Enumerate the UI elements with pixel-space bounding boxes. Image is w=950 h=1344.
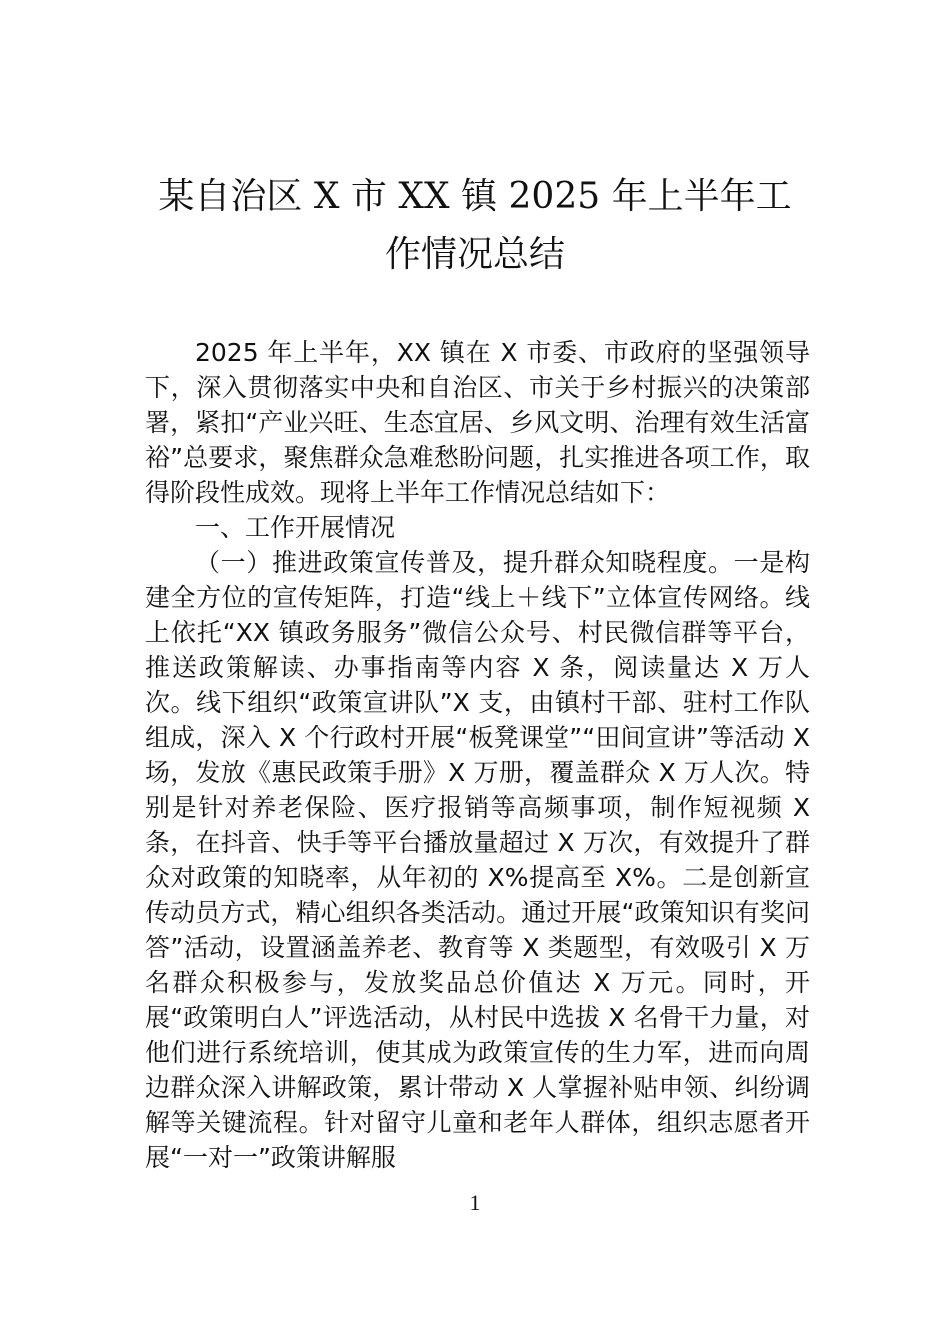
document-body <box>145 335 810 1175</box>
section-paragraph: （一）推进政策宣传普及，提升群众知晓程度。一是构建全方位的宣传矩阵，打造“线上＋线下”立体宣传网络。线上依托“XX 镇政务服务”微信公众号、村民微信群等平台，推送政策解读、办事指南等内容 X 条，阅读量达 X 万人次。线下组织“政策宣讲队”X 支，由镇村干部、驻村工作队组成，深入 X 个行政村开展“板凳课堂”“田间宣讲”等活动 X 场，发放《惠民政策手册》X 万册，覆盖群众 X 万人次。特别是针对养老保险、医疗报销等高频事项，制作短视频 X 条，在抖音、快手等平台播放量超过 X 万次，有效提升了群众对政策的知晓率，从年初的 X%提高至 X%。二是创新宣传动员方式，精心组织各类活动。通过开展“政策知识有奖问答”活动，设置涵盖养老、教育等 X 类题型，有效吸引 X 万名群众积极参与，发放奖品总价值达 X 万元。同时，开展“政策明白人”评选活动，从村民中选拔 X 名骨干力量，对他们进行系统培训，使其成为政策宣传的生力军，进而向周边群众深入讲解政策，累计带动 X 人掌握补贴申领、纠纷调解等关键流程。针对留守儿童和老年人群体，组织志愿者开展“一对一”政策讲解服 <box>145 548 810 1172</box>
page-number: 1 <box>469 1190 481 1215</box>
intro-paragraph: 2025 年上半年，XX 镇在 X 市委、市政府的坚强领导下，深入贯彻落实中央和自治区、市关于乡村振兴的决策部署，紧扣“产业兴旺、生态宜居、乡风文明、治理有效生活富裕”总要求，聚焦群众急难愁盼问题，扎实推进各项工作，取得阶段性成效。现将上半年工作情况总结如下： <box>145 338 810 507</box>
document-title: 某自治区 X 市 XX 镇 2025 年上半年工作情况总结 <box>158 176 792 275</box>
section-heading: 一、工作开展情况 <box>195 513 396 542</box>
